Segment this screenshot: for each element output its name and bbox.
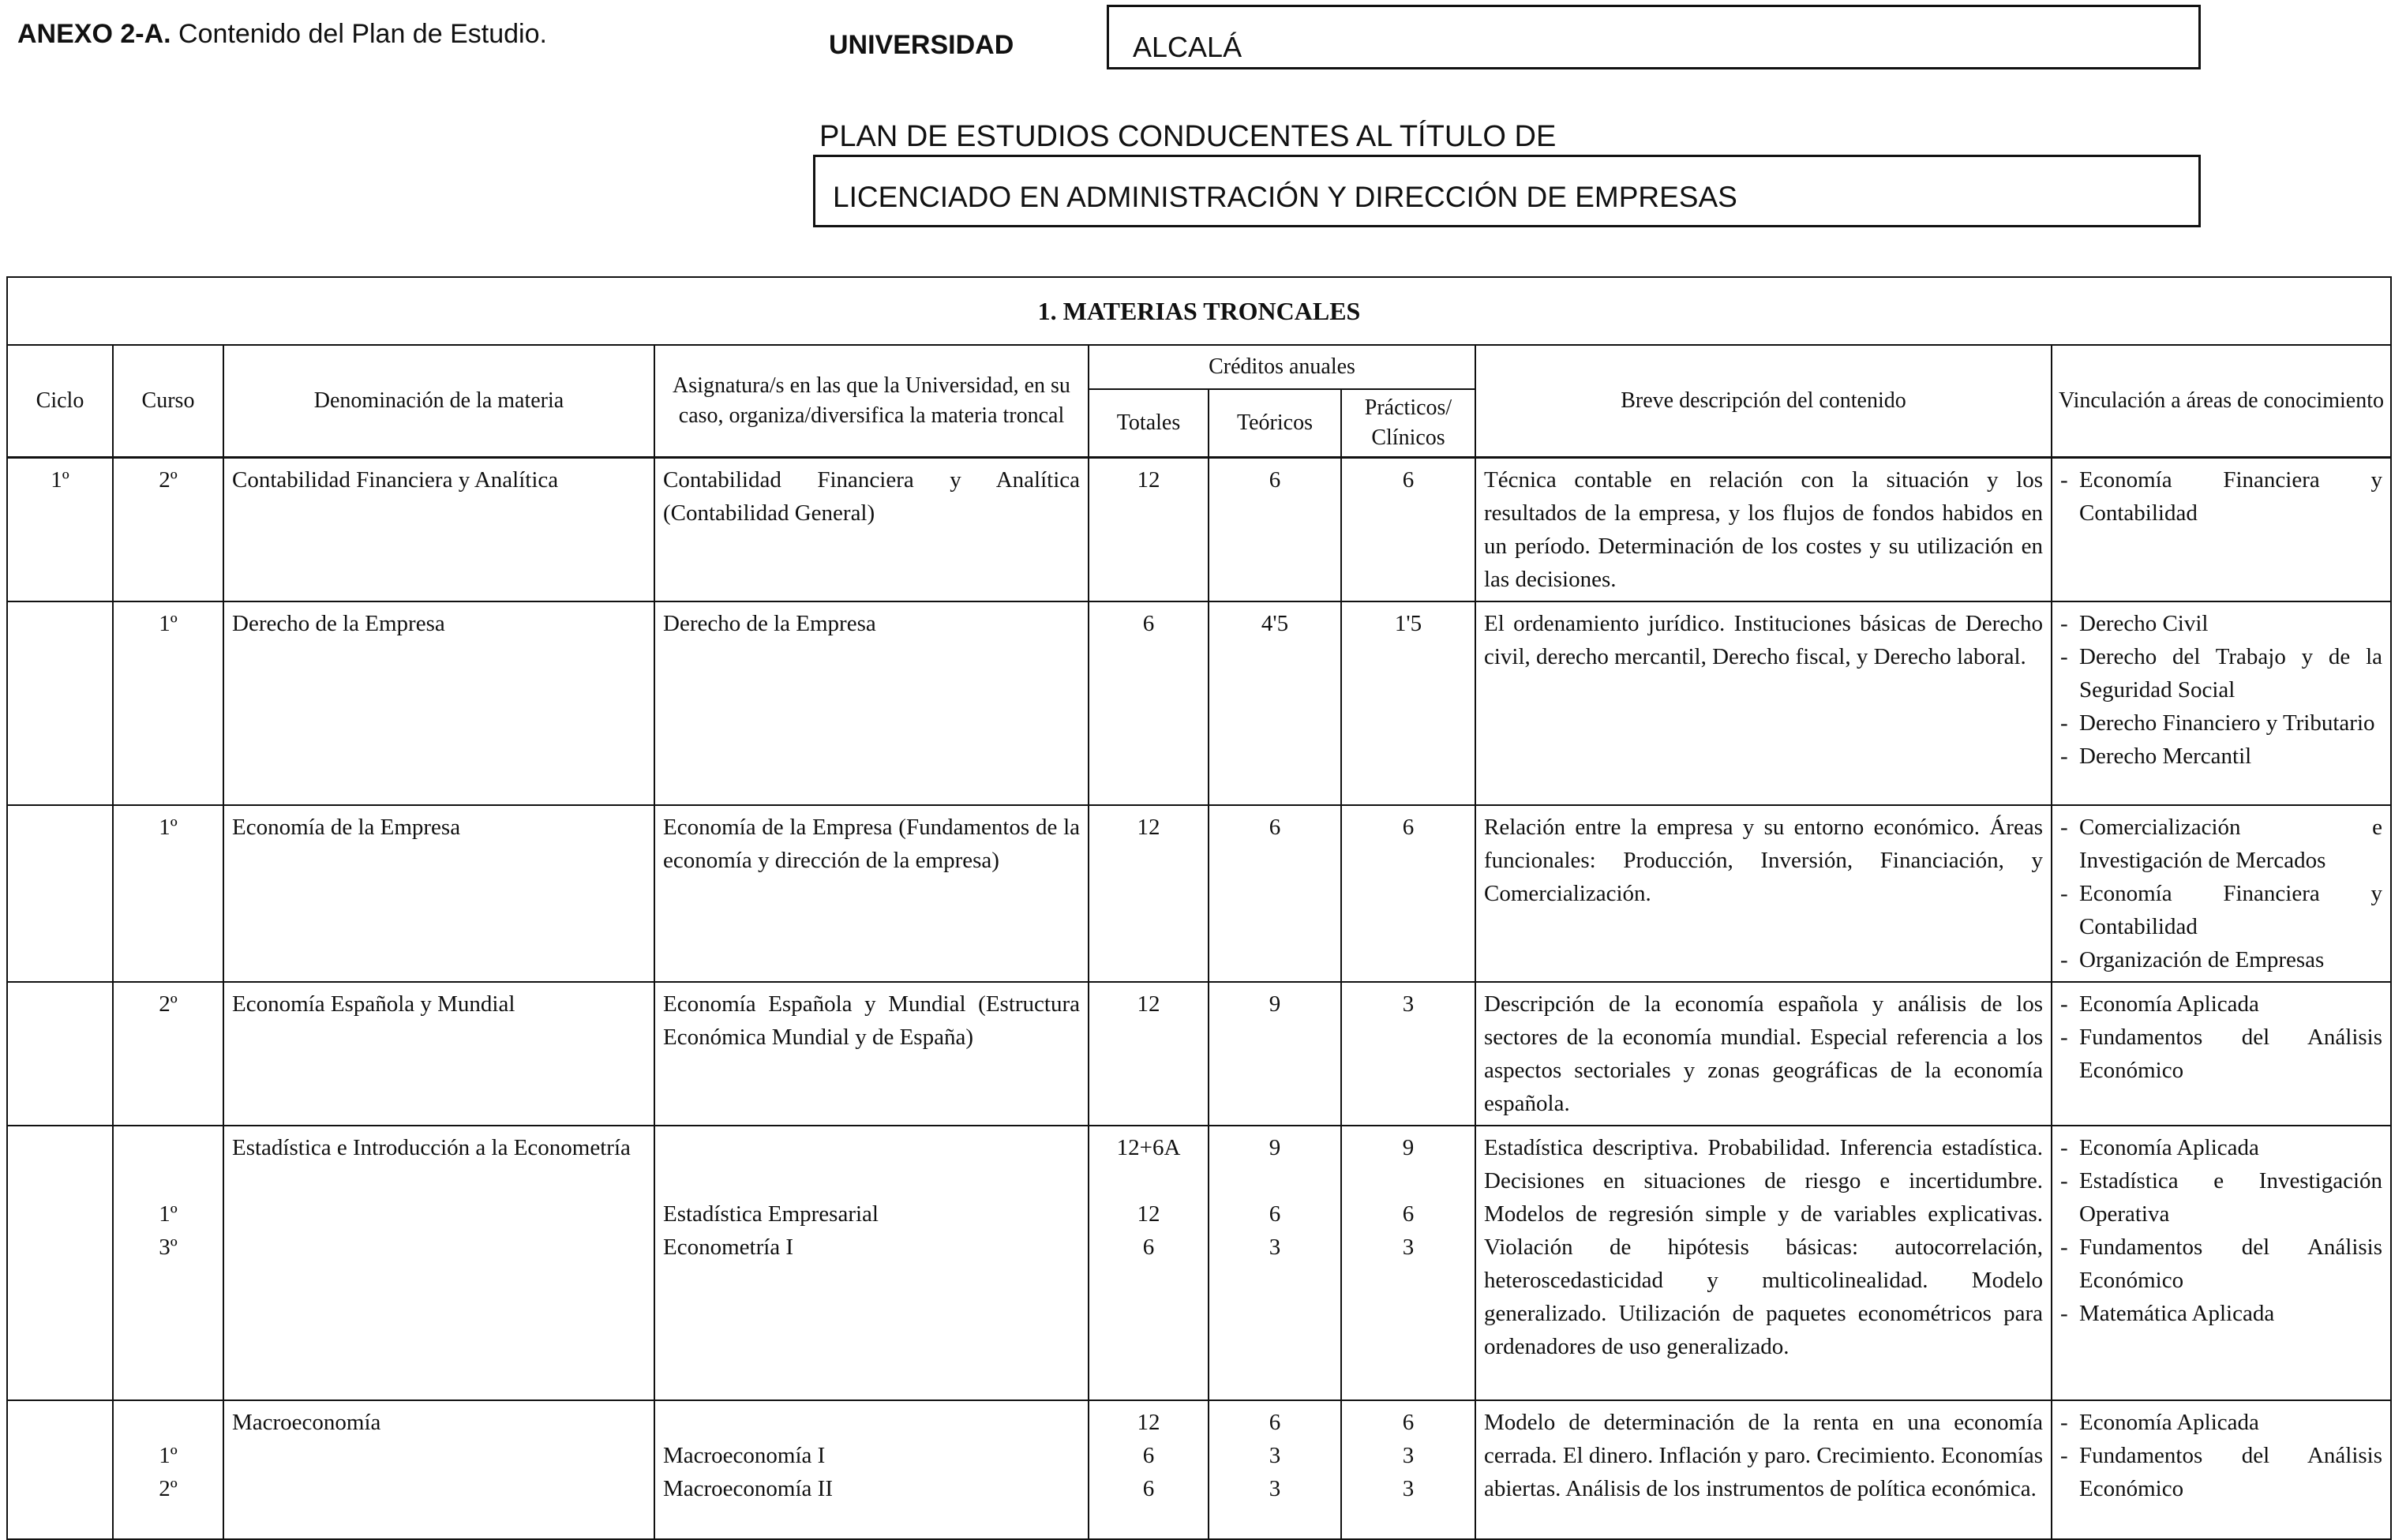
creditos-teoricos [1217, 1164, 1332, 1197]
cell-practicos [1341, 805, 1475, 982]
asignatura-name: Macroeconomía I [663, 1443, 826, 1468]
header-practicos: Prácticos/ Clínicos [1341, 389, 1475, 458]
curso-value: 1º [159, 1443, 178, 1468]
creditos-practicos [1350, 1164, 1467, 1197]
area-item: - Matemática Aplicada [2060, 1297, 2382, 1330]
cell-practicos [1341, 601, 1475, 805]
cell-asignatura [654, 805, 1089, 982]
descripcion-text: Estadística descriptiva. Probabilidad. Inferencia estadística. Decisiones en situaciones de riesgo e incertidumbre. Modelos de regresión simple y de variables explicativas. Violación de hipótesis básicas: autocorrelación, heteroscedasticidad y multicolinealidad. Modelo generalizado. Utilización de paquetes econométricos para ordenadores de uso generalizado. [1484, 1135, 2043, 1359]
cell-curso [113, 1400, 223, 1539]
cell-curso [113, 1126, 223, 1400]
asignatura-name: Econometría I [663, 1235, 794, 1260]
area-item: - Derecho Mercantil [2060, 740, 2382, 773]
table-row [7, 1400, 2391, 1539]
cell-asignatura [654, 982, 1089, 1126]
cell-materia [223, 805, 654, 982]
creditos-practicos: 6 [1402, 1201, 1415, 1227]
cell-asignatura [654, 601, 1089, 805]
creditos-totales: 6 [1142, 1443, 1155, 1468]
creditos-totales: 6 [1142, 1476, 1155, 1501]
cell-ciclo [7, 1400, 113, 1539]
header-asignaturas: Asignatura/s en las que la Universidad, en su caso, organiza/diversifica la materia troncal [654, 345, 1089, 458]
troncales-table [6, 276, 2392, 1540]
vinculacion-list [2060, 811, 2382, 976]
materia-name: Contabilidad Financiera y Analítica [232, 467, 559, 493]
university-value: ALCALÁ [1133, 31, 1242, 63]
creditos-teoricos: 9 [1269, 1135, 1281, 1160]
cell-totales [1089, 982, 1209, 1126]
header-curso: Curso [113, 345, 223, 458]
creditos-teoricos: 3 [1269, 1476, 1281, 1501]
cell-materia [223, 1126, 654, 1400]
area-item: - Derecho del Trabajo y de la Seguridad Social [2060, 640, 2382, 706]
descripcion-text: Modelo de determinación de la renta en una economía cerrada. El dinero. Inflación y paro. Crecimiento. Economías abiertas. Análisis de los instrumentos de política económica. [1484, 1410, 2043, 1501]
cell-practicos [1341, 1400, 1475, 1539]
creditos-practicos: 6 [1402, 815, 1415, 840]
header-descripcion: Breve descripción del contenido [1475, 345, 2052, 458]
creditos-totales: 12 [1137, 815, 1160, 840]
asignatura-name [663, 1406, 1080, 1439]
cell-curso [113, 458, 223, 602]
area-item: - Fundamentos del Análisis Económico [2060, 1231, 2382, 1297]
ciclo-value: 1º [51, 467, 69, 493]
cell-vinculacion [2052, 982, 2391, 1126]
cell-ciclo [7, 982, 113, 1126]
asignatura-name: Economía de la Empresa (Fundamentos de la economía y dirección de la empresa) [663, 815, 1080, 873]
area-item: - Economía Aplicada [2060, 1131, 2382, 1164]
cell-totales [1089, 1400, 1209, 1539]
asignatura-name [663, 1131, 1080, 1164]
cell-materia [223, 601, 654, 805]
cell-ciclo [7, 458, 113, 602]
header-totales: Totales [1089, 389, 1209, 458]
annex-caption [17, 19, 547, 50]
cell-ciclo [7, 601, 113, 805]
cell-vinculacion [2052, 1126, 2391, 1400]
cell-ciclo [7, 805, 113, 982]
cell-practicos [1341, 982, 1475, 1126]
area-item: - Economía Aplicada [2060, 987, 2382, 1021]
curso-value: 2º [159, 991, 178, 1017]
curso-value [122, 1406, 215, 1439]
cell-vinculacion [2052, 1400, 2391, 1539]
cell-teoricos [1209, 458, 1341, 602]
cell-practicos [1341, 1126, 1475, 1400]
creditos-totales: 12+6A [1116, 1135, 1181, 1160]
materia-name: Macroeconomía [232, 1410, 381, 1435]
area-item: - Fundamentos del Análisis Económico [2060, 1021, 2382, 1087]
area-item: - Estadística e Investigación Operativa [2060, 1164, 2382, 1231]
cell-descripcion [1475, 805, 2052, 982]
creditos-totales: 12 [1137, 991, 1160, 1017]
creditos-practicos: 9 [1402, 1135, 1415, 1160]
cell-teoricos [1209, 982, 1341, 1126]
asignatura-name [663, 1164, 1080, 1197]
creditos-practicos: 3 [1402, 1235, 1415, 1260]
cell-teoricos [1209, 805, 1341, 982]
curso-value: 3º [159, 1235, 178, 1260]
creditos-teoricos: 3 [1269, 1443, 1281, 1468]
table-body [7, 458, 2391, 1540]
cell-asignatura [654, 1126, 1089, 1400]
asignatura-name: Contabilidad Financiera y Analítica (Contabilidad General) [663, 467, 1080, 526]
descripcion-text: Relación entre la empresa y su entorno económico. Áreas funcionales: Producción, Inversión, Financiación, y Comercialización. [1484, 815, 2043, 906]
cell-teoricos [1209, 601, 1341, 805]
area-item: - Economía Aplicada [2060, 1406, 2382, 1439]
creditos-teoricos: 4'5 [1261, 611, 1289, 636]
area-item: - Derecho Civil [2060, 607, 2382, 640]
curso-value [122, 1164, 215, 1197]
vinculacion-list [2060, 463, 2382, 530]
cell-descripcion [1475, 458, 2052, 602]
cell-curso [113, 805, 223, 982]
cell-materia [223, 1400, 654, 1539]
cell-materia [223, 458, 654, 602]
header-ciclo: Ciclo [7, 345, 113, 458]
university-label: UNIVERSIDAD [829, 30, 1014, 60]
asignatura-name: Derecho de la Empresa [663, 611, 876, 636]
annex-description: Contenido del Plan de Estudio. [171, 19, 547, 49]
vinculacion-list [2060, 607, 2382, 773]
vinculacion-list [2060, 987, 2382, 1087]
materia-name: Derecho de la Empresa [232, 611, 445, 636]
descripcion-text: El ordenamiento jurídico. Instituciones básicas de Derecho civil, derecho mercantil, Derecho fiscal, y Derecho laboral. [1484, 611, 2043, 669]
creditos-teoricos: 6 [1269, 815, 1281, 840]
cell-totales [1089, 458, 1209, 602]
creditos-practicos: 3 [1402, 1476, 1415, 1501]
curso-value: 2º [159, 1476, 178, 1501]
table-row [7, 805, 2391, 982]
cell-descripcion [1475, 982, 2052, 1126]
creditos-teoricos: 6 [1269, 1201, 1281, 1227]
creditos-totales: 6 [1142, 1235, 1155, 1260]
vinculacion-list [2060, 1131, 2382, 1330]
creditos-teoricos: 6 [1269, 1410, 1281, 1435]
cell-vinculacion [2052, 458, 2391, 602]
cell-curso [113, 982, 223, 1126]
descripcion-text: Técnica contable en relación con la situación y los resultados de la empresa, y los flujos de fondos habidos en un período. Determinación de los costes y su utilización en las decisiones. [1484, 467, 2043, 592]
descripcion-text: Descripción de la economía española y análisis de los sectores de la economía mundial. Especial referencia a los aspectos sectoriales y zonas geográficas de la economía española. [1484, 991, 2043, 1116]
area-item: - Economía Financiera y Contabilidad [2060, 463, 2382, 530]
cell-teoricos [1209, 1126, 1341, 1400]
plan-title-label: PLAN DE ESTUDIOS CONDUCENTES AL TÍTULO DE [819, 120, 1557, 153]
materia-name: Estadística e Introducción a la Econometría [232, 1135, 631, 1160]
asignatura-name: Economía Española y Mundial (Estructura Económica Mundial y de España) [663, 991, 1080, 1050]
creditos-totales: 12 [1137, 1201, 1160, 1227]
cell-ciclo [7, 1126, 113, 1400]
area-item: - Fundamentos del Análisis Económico [2060, 1439, 2382, 1505]
cell-vinculacion [2052, 601, 2391, 805]
cell-asignatura [654, 458, 1089, 602]
table-row [7, 458, 2391, 602]
curso-value: 2º [159, 467, 178, 493]
cell-materia [223, 982, 654, 1126]
cell-totales [1089, 805, 1209, 982]
vinculacion-list [2060, 1406, 2382, 1505]
table-row [7, 982, 2391, 1126]
header-teoricos: Teóricos [1209, 389, 1341, 458]
table-row [7, 1126, 2391, 1400]
cell-descripcion [1475, 1400, 2052, 1539]
materia-name: Economía Española y Mundial [232, 991, 515, 1017]
table-title: 1. MATERIAS TRONCALES [7, 277, 2391, 345]
curso-value: 1º [159, 1201, 178, 1227]
cell-teoricos [1209, 1400, 1341, 1539]
header-vinculacion: Vinculación a áreas de conocimiento [2052, 345, 2391, 458]
creditos-practicos: 6 [1402, 1410, 1415, 1435]
header-creditos: Créditos anuales [1089, 345, 1475, 389]
asignatura-name: Macroeconomía II [663, 1476, 833, 1501]
university-field [1107, 5, 2201, 69]
creditos-practicos: 3 [1402, 991, 1415, 1017]
curso-value: 1º [159, 815, 178, 840]
curso-value: 1º [159, 611, 178, 636]
area-item: - Derecho Financiero y Tributario [2060, 706, 2382, 740]
creditos-practicos: 1'5 [1394, 611, 1422, 636]
creditos-teoricos: 9 [1269, 991, 1281, 1017]
annex-number: ANEXO 2-A. [17, 19, 171, 49]
cell-asignatura [654, 1400, 1089, 1539]
cell-curso [113, 601, 223, 805]
creditos-totales: 6 [1142, 611, 1155, 636]
materia-name: Economía de la Empresa [232, 815, 461, 840]
creditos-teoricos: 6 [1269, 467, 1281, 493]
cell-totales [1089, 1126, 1209, 1400]
creditos-totales: 12 [1137, 1410, 1160, 1435]
header-denominacion: Denominación de la materia [223, 345, 654, 458]
cell-descripcion [1475, 1126, 2052, 1400]
creditos-teoricos: 3 [1269, 1235, 1281, 1260]
creditos-practicos: 3 [1402, 1443, 1415, 1468]
creditos-totales: 12 [1137, 467, 1160, 493]
cell-descripcion [1475, 601, 2052, 805]
area-item: - Comercialización e Investigación de Mercados [2060, 811, 2382, 877]
area-item: - Economía Financiera y Contabilidad [2060, 877, 2382, 943]
asignatura-name: Estadística Empresarial [663, 1201, 879, 1227]
degree-value: LICENCIADO EN ADMINISTRACIÓN Y DIRECCIÓN DE EMPRESAS [833, 181, 1737, 213]
cell-totales [1089, 601, 1209, 805]
creditos-practicos: 6 [1402, 467, 1415, 493]
table-row [7, 601, 2391, 805]
cell-practicos [1341, 458, 1475, 602]
area-item: - Organización de Empresas [2060, 943, 2382, 976]
creditos-totales [1097, 1164, 1200, 1197]
degree-field [813, 155, 2201, 227]
cell-vinculacion [2052, 805, 2391, 982]
curso-value [122, 1131, 215, 1164]
